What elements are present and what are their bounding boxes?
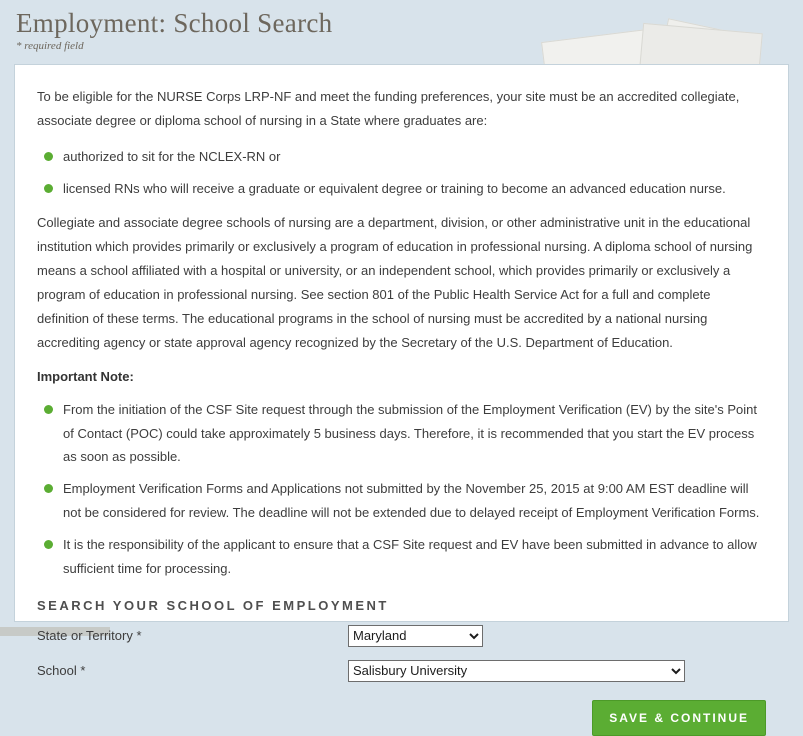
bullet-icon [44,405,53,414]
list-item-text: authorized to sit for the NCLEX-RN or [63,149,281,165]
school-row [37,660,766,682]
state-label: State or Territory * [37,628,142,644]
description-paragraph: Collegiate and associate degree schools of nursing are a department, division, or other administrative unit in the educational institution which provides primarily or exclusively a program of education in professional nursing. A diploma school of nursing means a school affiliated with a hospital or university, or an independent school, which provides primarily or exclusively a program of education in professional nursing. See section 801 of the Public Health Service Act for a full and complete definition of these terms. The educational programs in the school of nursing must be accredited by a national nursing accrediting agency or state approval agency recognized by the Secretary of the U.S. Department of Education. [37,214,753,351]
bullet-icon [44,184,53,193]
list-item-text: It is the responsibility of the applicant to ensure that a CSF Site request and EV have been submitted in advance to allow sufficient time for processing. [63,537,757,576]
list-item-text: Employment Verification Forms and Applications not submitted by the November 25, 2015 at 9:00 AM EST deadline will not be considered for review. The deadline will not be extended due to delayed receipt of Employment Verification Forms. [63,481,760,520]
list-item [37,477,766,524]
page-title: Employment: School Search [16,8,333,38]
school-label: School * [37,663,86,679]
list-item-text: licensed RNs who will receive a graduate or equivalent degree or training to become an advanced education nurse. [63,181,726,197]
bullet-icon [44,484,53,493]
list-item [37,533,766,580]
list-item-text: From the initiation of the CSF Site request through the submission of the Employment Verification (EV) by the site's Point of Contact (POC) could take approximately 5 business days. Therefore, it is recommended that you start the EV process as soon as possible. [63,402,757,464]
notes-list [37,398,766,580]
button-row [37,700,766,736]
content-panel [14,64,789,725]
form-section-heading: SEARCH YOUR SCHOOL OF EMPLOYMENT [37,597,389,613]
list-item [37,145,766,168]
eligibility-list [37,145,766,201]
bullet-icon [44,152,53,161]
page-header [0,0,803,52]
list-item [37,398,766,468]
required-field-note: * required field [16,40,84,52]
important-note-heading: Important Note: [37,369,134,385]
school-select[interactable] [348,660,685,682]
save-continue-button[interactable]: SAVE & CONTINUE [592,700,766,736]
intro-paragraph: To be eligible for the NURSE Corps LRP-NF and meet the funding preferences, your site must be an accredited collegiate, associate degree or diploma school of nursing in a State where graduates are: [37,89,740,129]
bullet-icon [44,540,53,549]
list-item [37,177,766,200]
